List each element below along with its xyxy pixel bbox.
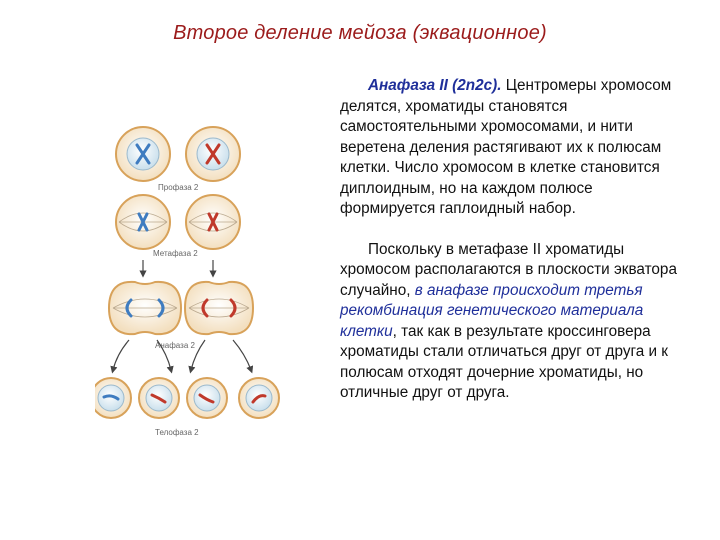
metaphase-label: Метафаза 2	[153, 249, 198, 258]
prophase-label: Профаза 2	[158, 183, 199, 192]
anaphase-term: Анафаза II (2n2c).	[368, 77, 502, 94]
anaphase-description: Центромеры хромосом делятся, хроматиды становятся самостоятельными хромосомами, и нити веретена деления растягивают их к полюсам клетки. Число хромосом в клетке становится диплоидным, но на каждом полюсе формируется гаплоидный набор.	[340, 77, 672, 217]
prophase-cell-left	[116, 127, 170, 181]
recombination-tail: , так как в результате кроссинговера хроматиды стали отличаться друг от друга и к полюсам отходят дочерние хроматиды, но отличные друг от друга.	[340, 322, 668, 401]
metaphase-cell-right	[186, 195, 240, 249]
paragraph-recombination	[340, 240, 690, 404]
paragraph-anaphase	[340, 76, 690, 220]
telophase-cell-3	[187, 378, 227, 418]
telophase-cell-1	[95, 378, 131, 418]
arrow-telo-4	[233, 340, 251, 370]
recombination-intro: Поскольку в метафазе II хроматиды хромосом располагаются в плоскости экватора случайно,	[340, 240, 677, 299]
anaphase-cell-left	[109, 282, 181, 334]
metaphase-cell-left	[116, 195, 170, 249]
prophase-cell-right	[186, 127, 240, 181]
telophase-cell-2	[139, 378, 179, 418]
slide-title: Второе деление мейоза (эквационное)	[173, 22, 547, 44]
meiosis-ii-diagram	[95, 118, 325, 448]
anaphase-label: Анафаза 2	[155, 341, 195, 350]
anaphase-cell-right	[185, 282, 253, 334]
recombination-highlight: в анафазе происходит третья рекомбинация генетического материала клетки	[340, 281, 644, 340]
telophase-label: Телофаза 2	[155, 428, 199, 437]
description-text	[340, 76, 690, 404]
telophase-cell-4	[239, 378, 279, 418]
arrow-telo-1	[113, 340, 129, 370]
